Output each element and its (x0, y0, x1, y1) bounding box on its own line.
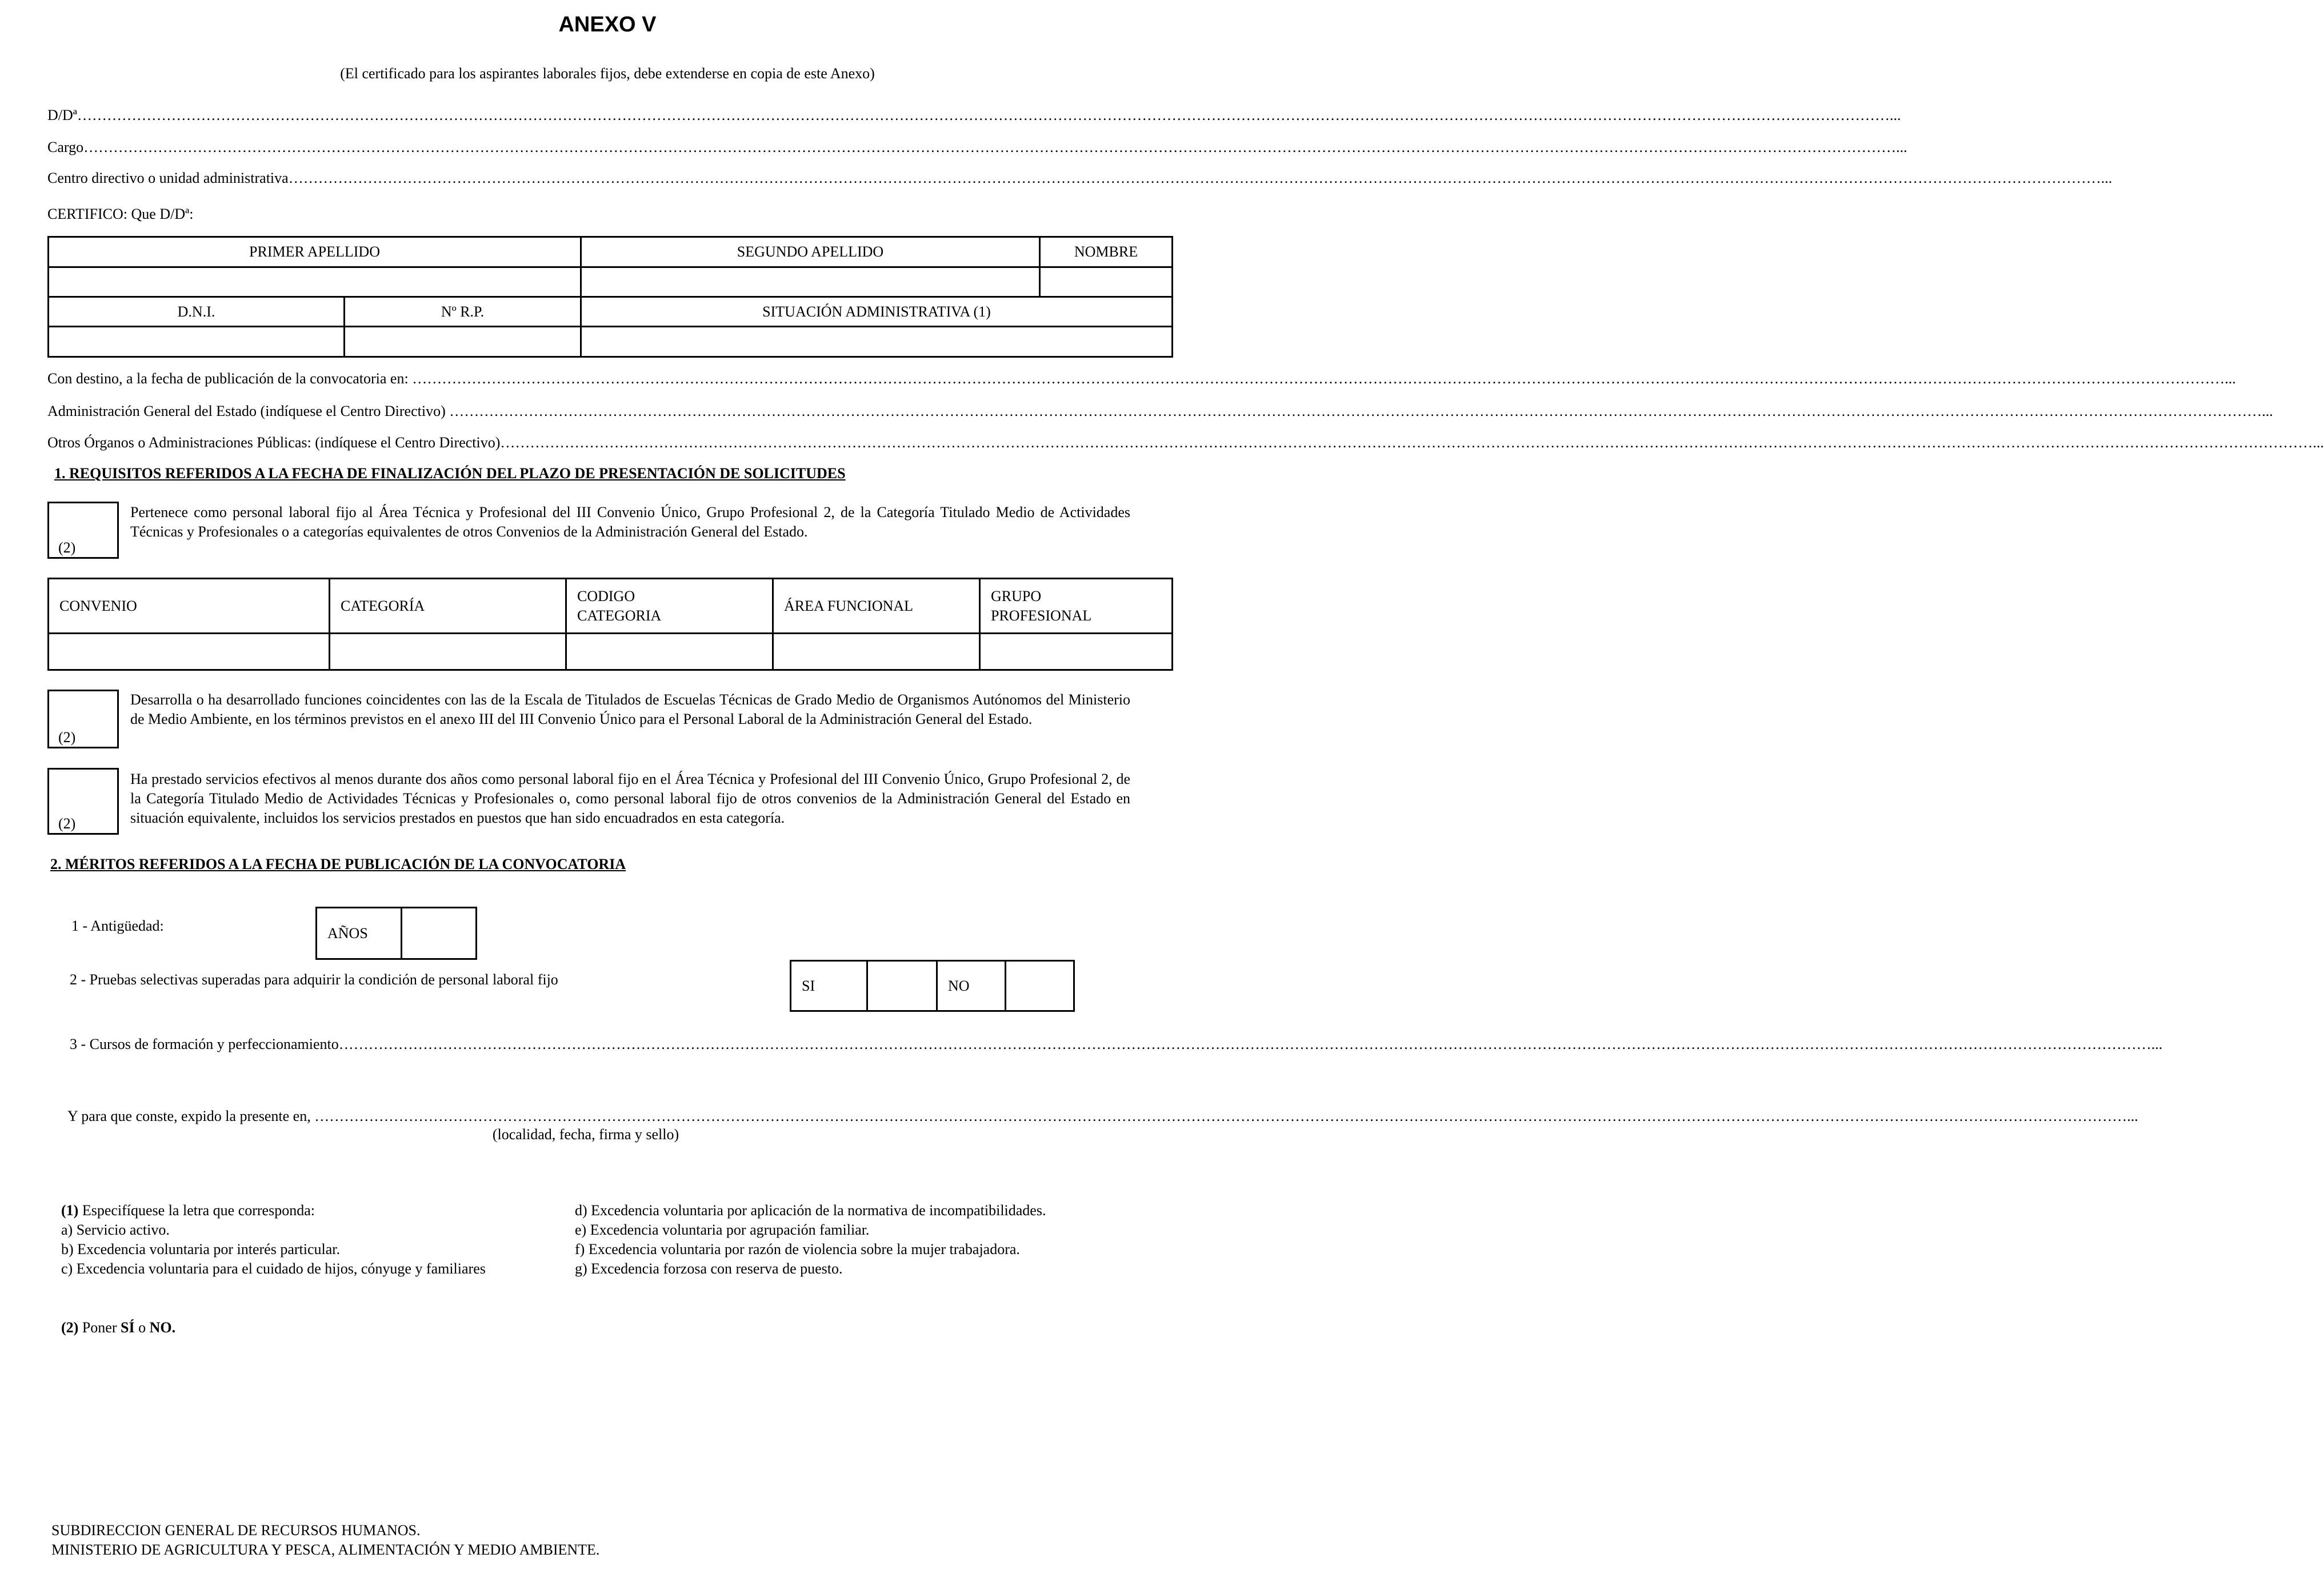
note2-o: o (134, 1319, 150, 1336)
note2 (61, 1318, 175, 1337)
person-table (47, 236, 1173, 358)
nombre-cell[interactable] (1040, 267, 1173, 297)
cursos-label: 3 - Cursos de formación y perfeccionamiento (70, 1036, 339, 1052)
otros-field[interactable] (47, 434, 2324, 452)
grupo-label: GRUPO (991, 587, 1042, 604)
nrp-header: Nº R.P. (345, 297, 581, 327)
expido-label: Y para que conste, expido la presente en, (67, 1108, 315, 1124)
page-subtitle: (El certificado para los aspirantes laborales fijos, debe extenderse en copia de este Anexo) (340, 65, 875, 82)
note-f: f) Excedencia voluntaria por razón de violencia sobre la mujer trabajadora. (575, 1241, 1020, 1257)
si-cell[interactable] (867, 961, 937, 1011)
expido-dots: ……………………………………………………………………………………………………………………………………………………………………………………………………………………………………………………………………………………………………………………………………... (314, 1108, 2138, 1124)
grupo-profesional-cell[interactable] (980, 634, 1173, 670)
profesional-label: PROFESIONAL (991, 607, 1092, 624)
nrp-cell[interactable] (345, 327, 581, 357)
dd-label: D/Dª (47, 107, 77, 123)
note2-no: NO. (149, 1319, 176, 1336)
dd-dots: ……………………………………………………………………………………………………………………………………………………………………………………………………………………………………………………………………………………………………………………………………... (77, 107, 1901, 123)
note1-number: (1) (61, 1202, 79, 1219)
req2-text: Desarrolla o ha desarrollado funciones coincidentes con las de la Escala de Titulados de Escuelas Técnicas de Grado Medio de Organismos Autónomos del Ministerio de Medio Ambiente, en los términos previstos en el anexo III del III Convenio Único para el Personal Laboral de la Administración General del Estado. (130, 691, 1130, 727)
anos-table (315, 907, 477, 960)
age-label: Administración General del Estado (indíquese el Centro Directivo) (47, 403, 450, 419)
note1-text: Especifíquese la letra que corresponda: (78, 1202, 315, 1219)
grupo-profesional-header (980, 579, 1173, 634)
destino-dots: ……………………………………………………………………………………………………………………………………………………………………………………………………………………………………………………………………………………………………………………………………... (412, 370, 2236, 387)
convenio-cell[interactable] (49, 634, 330, 670)
cursos-field[interactable] (70, 1035, 2163, 1054)
note-g: g) Excedencia forzosa con reserva de puesto. (575, 1260, 843, 1277)
centro-label: Centro directivo o unidad administrativa (47, 170, 289, 186)
note-e: e) Excedencia voluntaria por agrupación familiar. (575, 1221, 870, 1238)
no-cell[interactable] (1006, 961, 1074, 1011)
req3-text: Ha prestado servicios efectivos al menos durante dos años como personal laboral fijo en el Área Técnica y Profesional del III Convenio Único, Grupo Profesional 2, de la Categoría Titulado Medio de Actividades Técnicas y Profesionales o, como personal laboral fijo de otros convenios de la Administración General del Estado en situación equivalente, incluidos los servicios prestados en puestos que han sido encuadrados en esta categoría. (130, 771, 1130, 826)
notes-left (61, 1201, 524, 1279)
area-funcional-cell[interactable] (773, 634, 980, 670)
otros-dots: ……………………………………………………………………………………………………………………………………………………………………………………………………………………………………………………………………………………………………………………………………... (500, 434, 2324, 451)
req1-checkbox[interactable] (47, 502, 119, 559)
cargo-label: Cargo (47, 139, 84, 155)
expido-note: (localidad, fecha, firma y sello) (492, 1126, 679, 1143)
notes-right (575, 1201, 1070, 1279)
req1-box-label: (2) (58, 539, 76, 556)
footer (51, 1521, 599, 1560)
destino-field[interactable] (47, 370, 2236, 388)
dni-cell[interactable] (49, 327, 345, 357)
req2-checkbox[interactable] (47, 690, 119, 748)
pruebas-label: 2 - Pruebas selectivas superadas para adquirir la condición de personal laboral fijo (70, 971, 558, 988)
si-no-table (790, 960, 1075, 1012)
codigo-categoria-header (566, 579, 773, 634)
anos-cell[interactable] (402, 908, 477, 959)
cursos-dots: ……………………………………………………………………………………………………………………………………………………………………………………………………………………………………………………………………………………………………………………………………... (338, 1036, 2163, 1052)
situacion-cell[interactable] (581, 327, 1173, 357)
note2-number: (2) (61, 1319, 79, 1336)
no-label: NO (937, 961, 1006, 1011)
codigo-categoria-label: CATEGORIA (577, 607, 662, 624)
note-b: b) Excedencia voluntaria por interés particular. (61, 1241, 341, 1257)
convenio-table (47, 578, 1173, 671)
segundo-apellido-header: SEGUNDO APELLIDO (581, 237, 1040, 267)
anos-label: AÑOS (317, 908, 402, 959)
nombre-header: NOMBRE (1040, 237, 1173, 267)
page-title: ANEXO V (558, 13, 657, 37)
section2-heading: 2. MÉRITOS REFERIDOS A LA FECHA DE PUBLICACIÓN DE LA CONVOCATORIA (50, 856, 626, 872)
centro-dots: ……………………………………………………………………………………………………………………………………………………………………………………………………………………………………………………………………………………………………………………………………... (288, 170, 2113, 186)
certifico-label: CERTIFICO: Que D/Dª: (47, 206, 194, 222)
dni-header: D.N.I. (49, 297, 345, 327)
note2-si: SÍ (121, 1319, 135, 1336)
note-a: a) Servicio activo. (61, 1221, 170, 1238)
categoria-cell[interactable] (330, 634, 566, 670)
antiguedad-label: 1 - Antigüedad: (71, 918, 164, 934)
otros-label: Otros Órganos o Administraciones Públicas: (indíquese el Centro Directivo) (47, 434, 501, 451)
codigo-categoria-cell[interactable] (566, 634, 773, 670)
cargo-field[interactable] (47, 138, 1907, 157)
primer-apellido-header: PRIMER APELLIDO (49, 237, 581, 267)
expido-field[interactable] (67, 1107, 2138, 1126)
footer-line2: MINISTERIO DE AGRICULTURA Y PESCA, ALIMENTACIÓN Y MEDIO AMBIENTE. (51, 1541, 600, 1558)
section1-heading: 1. REQUISITOS REFERIDOS A LA FECHA DE FINALIZACIÓN DEL PLAZO DE PRESENTACIÓN DE SOLICITUDES (54, 465, 846, 482)
req2-box-label: (2) (58, 729, 76, 746)
age-dots: ……………………………………………………………………………………………………………………………………………………………………………………………………………………………………………………………………………………………………………………………………... (449, 403, 2273, 419)
req3-checkbox[interactable] (47, 768, 119, 835)
note-c: c) Excedencia voluntaria para el cuidado de hijos, cónyuge y familiares (61, 1260, 486, 1277)
situacion-header: SITUACIÓN ADMINISTRATIVA (1) (581, 297, 1173, 327)
note-d: d) Excedencia voluntaria por aplicación de la normativa de incompatibilidades. (575, 1202, 1046, 1219)
req1-text: Pertenece como personal laboral fijo al Área Técnica y Profesional del III Convenio Único, Grupo Profesional 2, de la Categoría Titulado Medio de Actividades Técnicas y Profesionales o a categorías equivalentes de otros Convenios de la Administración General del Estado. (130, 504, 1130, 540)
req3-box-label: (2) (58, 815, 76, 832)
age-field[interactable] (47, 402, 2273, 420)
dd-field[interactable] (47, 106, 1901, 125)
note2-text: Poner (78, 1319, 121, 1336)
convenio-header: CONVENIO (49, 579, 330, 634)
footer-line1: SUBDIRECCION GENERAL DE RECURSOS HUMANOS. (51, 1522, 421, 1539)
cargo-dots: ……………………………………………………………………………………………………………………………………………………………………………………………………………………………………………………………………………………………………………………………………... (83, 139, 1907, 155)
si-label: SI (791, 961, 867, 1011)
segundo-apellido-cell[interactable] (581, 267, 1040, 297)
centro-field[interactable] (47, 169, 2113, 187)
area-funcional-header: ÁREA FUNCIONAL (773, 579, 980, 634)
categoria-header: CATEGORÍA (330, 579, 566, 634)
primer-apellido-cell[interactable] (49, 267, 581, 297)
destino-label: Con destino, a la fecha de publicación de la convocatoria en: (47, 370, 413, 387)
codigo-label: CODIGO (577, 587, 635, 604)
